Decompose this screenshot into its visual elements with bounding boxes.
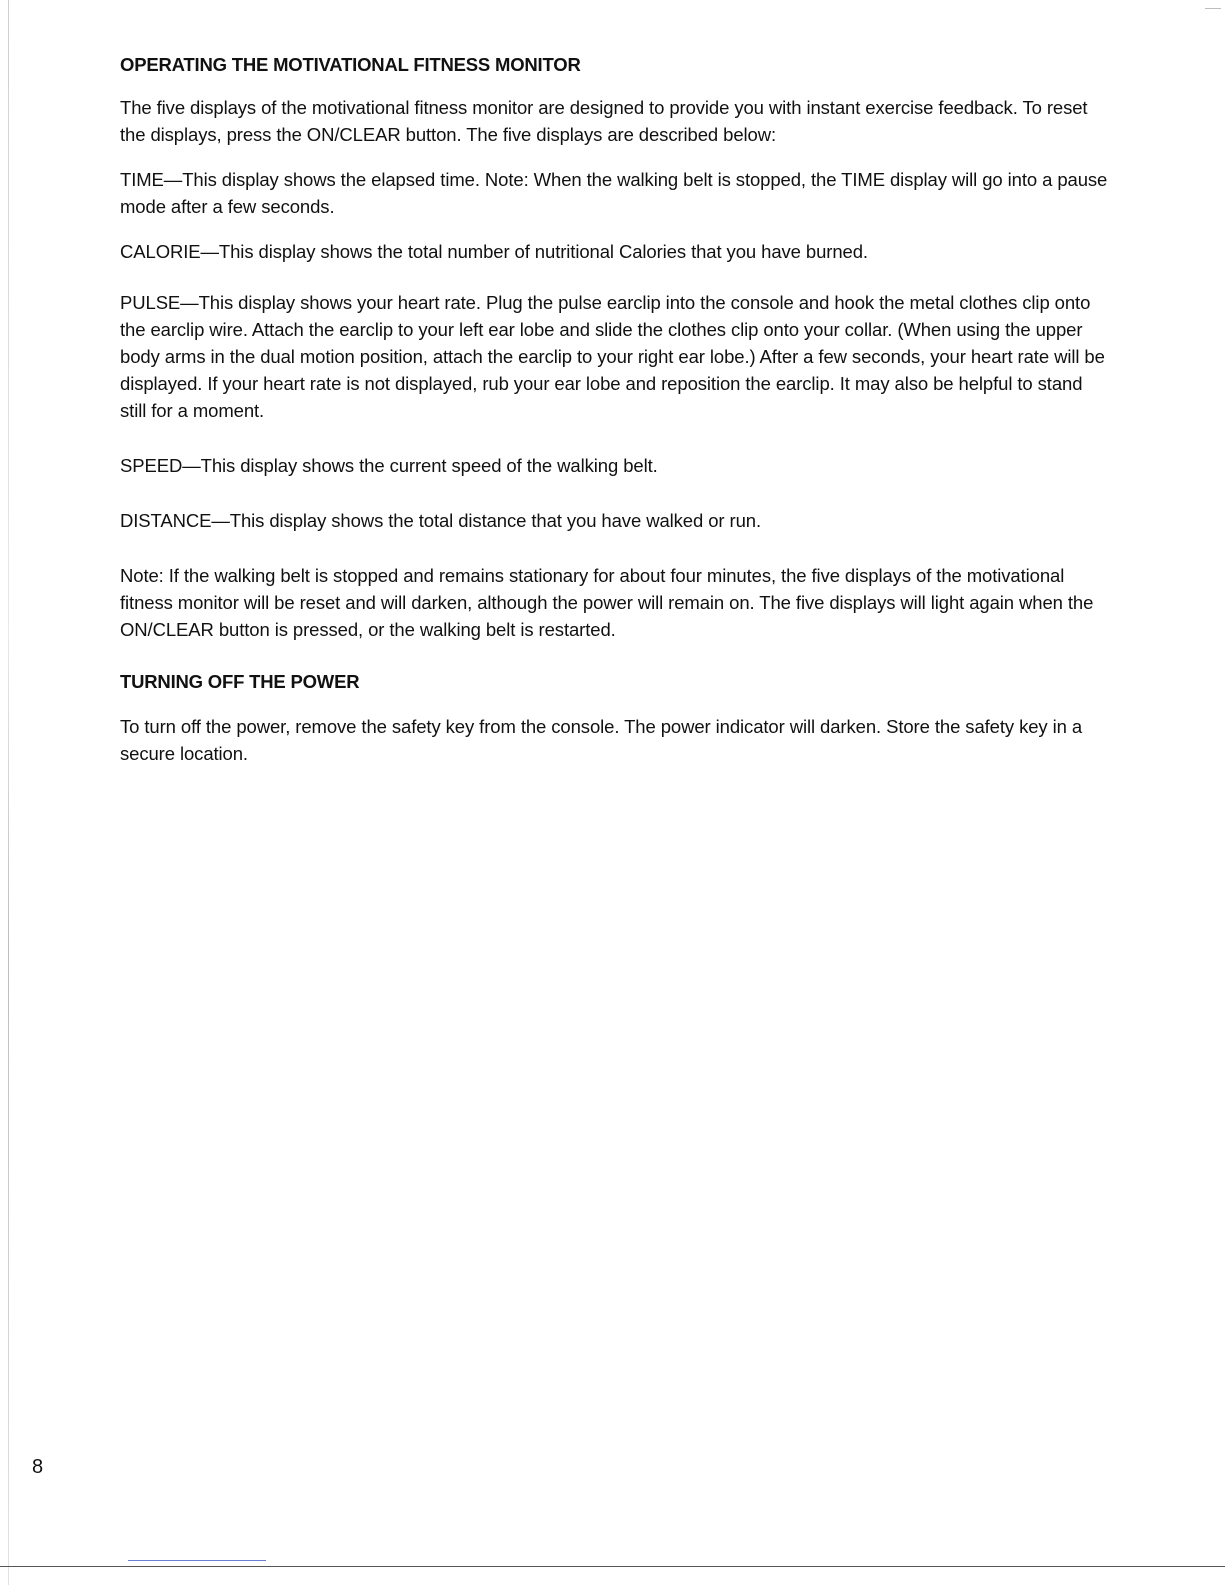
scan-edge-left	[8, 0, 9, 1585]
power-paragraph: To turn off the power, remove the safety key from the console. The power indicator will darken. Store the safety key in a secure location.	[120, 716, 1083, 764]
speed-paragraph: SPEED—This display shows the current speed of the walking belt.	[120, 455, 658, 476]
calorie-paragraph: CALORIE—This display shows the total number of nutritional Calories that you have burned.	[120, 241, 868, 262]
section-heading-turning-off-power: TURNING OFF THE POWER	[120, 671, 360, 692]
distance-paragraph: DISTANCE—This display shows the total distance that you have walked or run.	[120, 510, 761, 531]
intro-paragraph: The five displays of the motivational fitness monitor are designed to provide you with instant exercise feedback. To reset the displays, press the ON/CLEAR button. The five displays are described below:	[120, 97, 1088, 145]
section-heading-operating-monitor: OPERATING THE MOTIVATIONAL FITNESS MONITOR	[120, 54, 581, 75]
pulse-paragraph: PULSE—This display shows your heart rate. Plug the pulse earclip into the console and hook the metal clothes clip onto the earclip wire. Attach the earclip to your left ear lobe and slide the clothes clip onto your collar. (When using the upper body arms in the dual motion position, attach the earclip to your right ear lobe.) After a few seconds, your heart rate will be displayed. If your heart rate is not displayed, rub your ear lobe and reposition the earclip. It may also be helpful to stand still for a moment.	[120, 292, 1105, 421]
scan-edge-top-right	[1205, 8, 1221, 9]
scan-edge-bottom	[0, 1566, 1225, 1567]
time-paragraph: TIME—This display shows the elapsed time. Note: When the walking belt is stopped, the TIME display will go into a pause mode after a few seconds.	[120, 169, 1108, 217]
page-content	[120, 48, 1110, 767]
scan-blue-mark	[128, 1560, 266, 1561]
note-paragraph: Note: If the walking belt is stopped and remains stationary for about four minutes, the five displays of the motivational fitness monitor will be reset and will darken, although the power will remain on. The five displays will light again when the ON/CLEAR button is pressed, or the walking belt is restarted.	[120, 565, 1094, 640]
page-number: 8	[32, 1456, 44, 1478]
